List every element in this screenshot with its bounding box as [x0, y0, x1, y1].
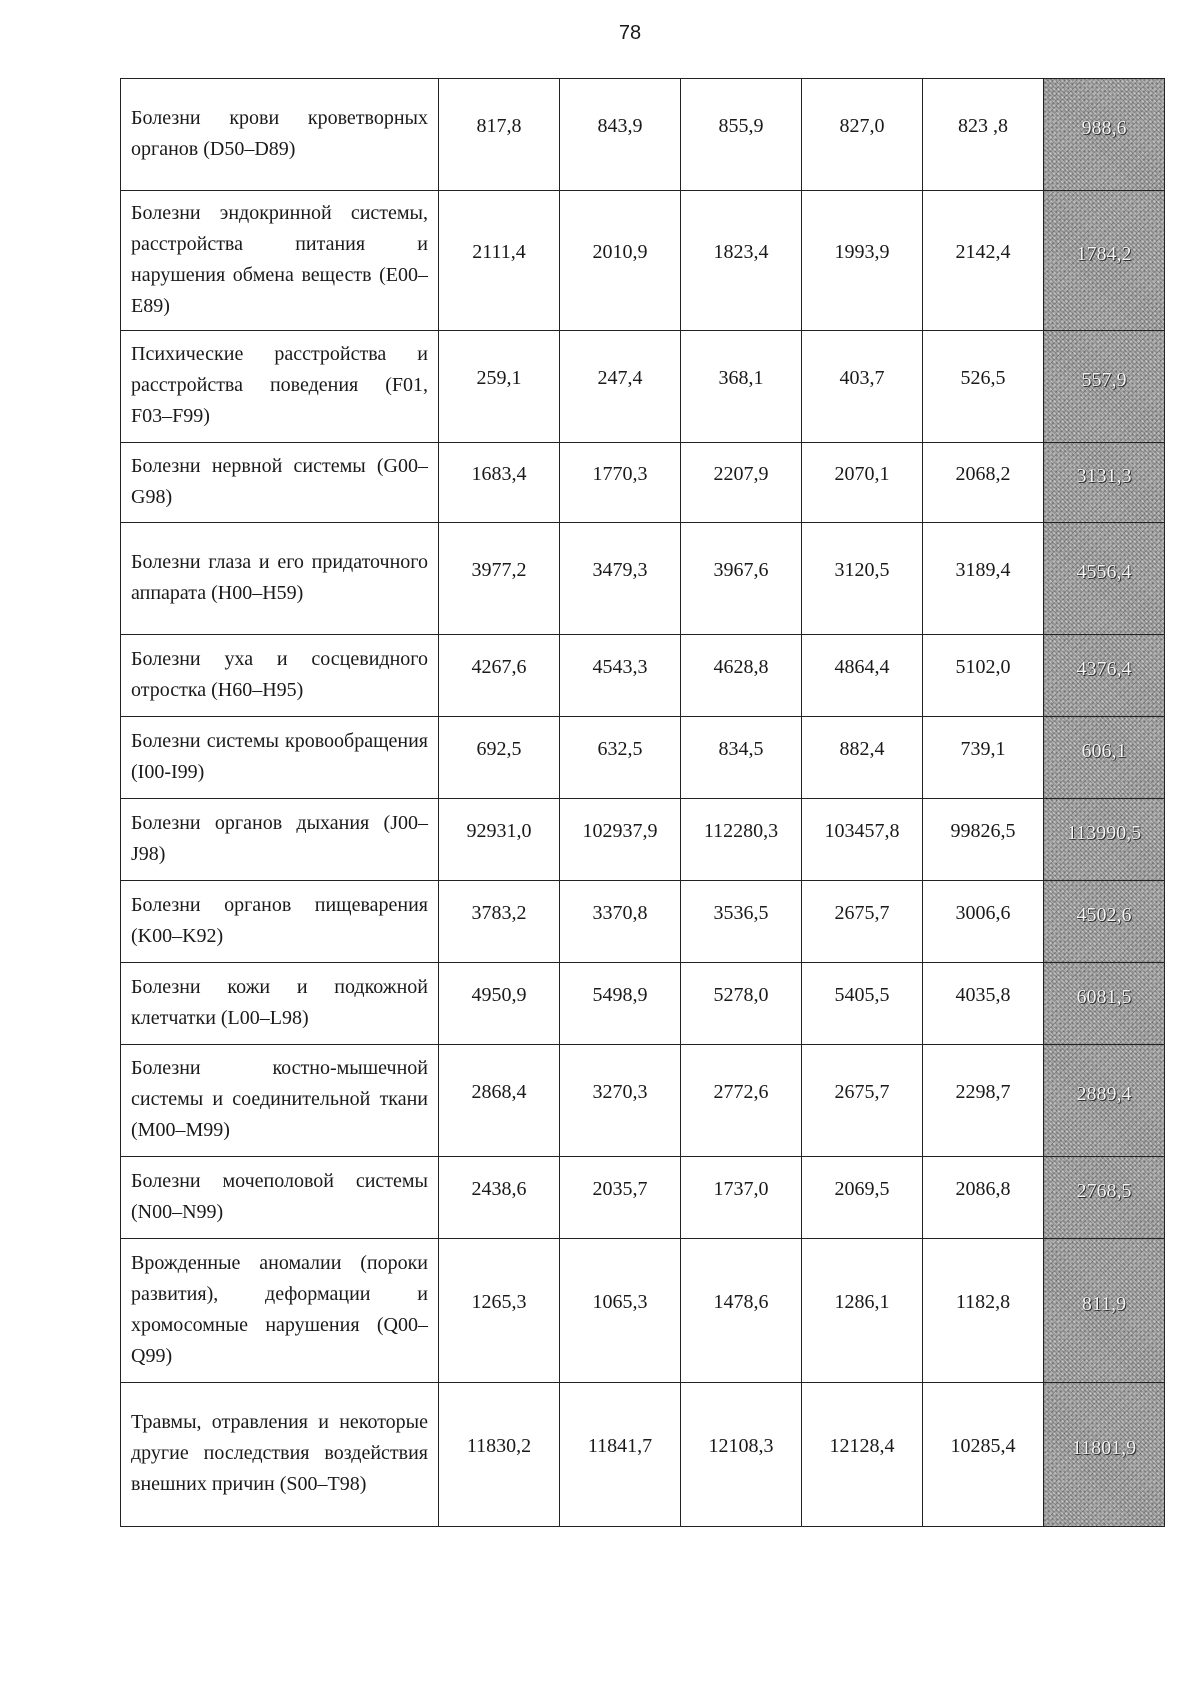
value-cell	[802, 1239, 923, 1383]
value-text: 2298,7	[955, 1081, 1011, 1103]
value-cell	[802, 635, 923, 717]
value-text: 1265,3	[471, 1291, 527, 1313]
value-text: 2772,6	[713, 1081, 769, 1103]
value-cell	[439, 635, 560, 717]
shaded-value-text: 4376,4	[1076, 658, 1132, 680]
value-cell	[802, 443, 923, 523]
shaded-value-cell	[1044, 331, 1165, 443]
value-cell	[439, 717, 560, 799]
shaded-value-cell	[1044, 443, 1165, 523]
value-cell	[802, 963, 923, 1045]
value-cell	[923, 881, 1044, 963]
value-cell	[681, 1383, 802, 1527]
value-text: 3189,4	[955, 559, 1011, 581]
value-cell	[802, 1383, 923, 1527]
value-cell	[560, 717, 681, 799]
value-cell	[560, 1239, 681, 1383]
value-cell	[923, 79, 1044, 191]
disease-class-label: Болезни органов пищеварения (K00–K92)	[121, 881, 439, 963]
table-body	[121, 79, 1165, 1527]
value-text: 112280,3	[703, 820, 779, 842]
value-text: 2086,8	[955, 1178, 1011, 1200]
value-cell	[560, 963, 681, 1045]
value-text: 4864,4	[834, 656, 890, 678]
shaded-value-text: 1784,2	[1076, 243, 1132, 265]
value-text: 632,5	[597, 738, 643, 760]
value-cell	[439, 1045, 560, 1157]
shaded-value-text: 113990,5	[1066, 822, 1142, 844]
value-cell	[439, 523, 560, 635]
value-text: 403,7	[839, 367, 885, 389]
value-cell	[923, 963, 1044, 1045]
value-text: 5102,0	[955, 656, 1011, 678]
value-cell	[560, 635, 681, 717]
shaded-value-cell	[1044, 79, 1165, 191]
value-text: 2142,4	[955, 241, 1011, 263]
shaded-value-cell	[1044, 1045, 1165, 1157]
value-cell	[560, 191, 681, 331]
value-cell	[923, 331, 1044, 443]
value-cell	[439, 799, 560, 881]
shaded-value-cell	[1044, 1157, 1165, 1239]
value-text: 3120,5	[834, 559, 890, 581]
value-cell	[802, 881, 923, 963]
value-text: 12128,4	[829, 1435, 895, 1457]
value-text: 3967,6	[713, 559, 769, 581]
value-text: 2675,7	[834, 1081, 890, 1103]
value-cell	[560, 1383, 681, 1527]
morbidity-table	[120, 78, 1165, 1527]
value-text: 5498,9	[592, 984, 648, 1006]
value-cell	[923, 443, 1044, 523]
value-cell	[923, 1157, 1044, 1239]
shaded-value-text: 2768,5	[1076, 1180, 1132, 1202]
value-text: 692,5	[476, 738, 522, 760]
value-text: 823 ,8	[958, 115, 1008, 137]
disease-class-label: Психические расстройства и расстройства поведения (F01, F03–F99)	[121, 331, 439, 443]
table-row	[121, 1239, 1165, 1383]
table-row	[121, 331, 1165, 443]
table-row	[121, 799, 1165, 881]
value-cell	[681, 799, 802, 881]
value-cell	[923, 717, 1044, 799]
shaded-value-cell	[1044, 1239, 1165, 1383]
table-row	[121, 443, 1165, 523]
value-text: 834,5	[718, 738, 764, 760]
value-text: 5278,0	[713, 984, 769, 1006]
shaded-value-text: 11801,9	[1071, 1437, 1137, 1459]
value-text: 2010,9	[592, 241, 648, 263]
value-cell	[560, 1157, 681, 1239]
value-text: 855,9	[718, 115, 764, 137]
value-cell	[802, 1045, 923, 1157]
value-text: 102937,9	[582, 820, 658, 842]
value-cell	[681, 635, 802, 717]
value-cell	[439, 79, 560, 191]
value-text: 2111,4	[472, 241, 526, 263]
value-text: 11830,2	[466, 1435, 532, 1457]
value-cell	[802, 191, 923, 331]
value-cell	[681, 523, 802, 635]
disease-class-label: Болезни кожи и подкожной клетчатки (L00–L98)	[121, 963, 439, 1045]
table-row	[121, 717, 1165, 799]
value-text: 10285,4	[950, 1435, 1016, 1457]
value-text: 1286,1	[834, 1291, 890, 1313]
value-text: 2035,7	[592, 1178, 648, 1200]
value-text: 817,8	[476, 115, 522, 137]
value-text: 4543,3	[592, 656, 648, 678]
value-cell	[802, 331, 923, 443]
value-cell	[560, 523, 681, 635]
value-text: 2868,4	[471, 1081, 527, 1103]
value-cell	[439, 331, 560, 443]
value-text: 99826,5	[950, 820, 1016, 842]
value-cell	[681, 717, 802, 799]
shaded-value-text: 2889,4	[1076, 1083, 1132, 1105]
value-text: 2068,2	[955, 463, 1011, 485]
value-text: 3479,3	[592, 559, 648, 581]
value-text: 247,4	[597, 367, 643, 389]
value-cell	[681, 1045, 802, 1157]
value-cell	[923, 1383, 1044, 1527]
value-text: 1993,9	[834, 241, 890, 263]
value-cell	[439, 1157, 560, 1239]
disease-class-label: Болезни эндокринной системы, расстройства питания и нарушения обмена веществ (E00–E89)	[121, 191, 439, 331]
shaded-value-text: 4556,4	[1076, 561, 1132, 583]
shaded-value-cell	[1044, 1383, 1165, 1527]
value-text: 2438,6	[471, 1178, 527, 1200]
shaded-value-cell	[1044, 717, 1165, 799]
value-text: 2070,1	[834, 463, 890, 485]
table-row	[121, 1383, 1165, 1527]
value-cell	[560, 799, 681, 881]
value-text: 2207,9	[713, 463, 769, 485]
value-text: 3370,8	[592, 902, 648, 924]
value-text: 4628,8	[713, 656, 769, 678]
disease-class-label: Болезни глаза и его придаточного аппарата (H00–H59)	[121, 523, 439, 635]
value-cell	[681, 881, 802, 963]
disease-class-label: Болезни органов дыхания (J00–J98)	[121, 799, 439, 881]
value-text: 4267,6	[471, 656, 527, 678]
value-text: 843,9	[597, 115, 643, 137]
table-row	[121, 963, 1165, 1045]
value-text: 827,0	[839, 115, 885, 137]
value-cell	[923, 799, 1044, 881]
value-cell	[439, 963, 560, 1045]
value-text: 882,4	[839, 738, 885, 760]
value-text: 3006,6	[955, 902, 1011, 924]
value-text: 12108,3	[708, 1435, 774, 1457]
value-cell	[681, 443, 802, 523]
value-text: 1823,4	[713, 241, 769, 263]
table-row	[121, 79, 1165, 191]
value-cell	[923, 523, 1044, 635]
disease-class-label: Болезни уха и сосцевидного отростка (H60–H95)	[121, 635, 439, 717]
value-text: 2675,7	[834, 902, 890, 924]
value-cell	[560, 881, 681, 963]
value-text: 368,1	[718, 367, 764, 389]
table-row	[121, 1045, 1165, 1157]
value-text: 5405,5	[834, 984, 890, 1006]
value-cell	[923, 1045, 1044, 1157]
value-text: 4035,8	[955, 984, 1011, 1006]
value-cell	[681, 1239, 802, 1383]
value-cell	[802, 799, 923, 881]
value-text: 1182,8	[955, 1291, 1011, 1313]
shaded-value-text: 988,6	[1081, 117, 1127, 139]
shaded-value-cell	[1044, 963, 1165, 1045]
shaded-value-cell	[1044, 523, 1165, 635]
value-text: 3783,2	[471, 902, 527, 924]
shaded-value-text: 3131,3	[1076, 465, 1132, 487]
table-row	[121, 881, 1165, 963]
value-cell	[560, 1045, 681, 1157]
shaded-value-cell	[1044, 191, 1165, 331]
value-cell	[439, 443, 560, 523]
value-cell	[681, 1157, 802, 1239]
shaded-value-cell	[1044, 635, 1165, 717]
page-number: 78	[618, 22, 642, 44]
value-cell	[802, 717, 923, 799]
value-cell	[681, 79, 802, 191]
table-row	[121, 191, 1165, 331]
value-cell	[802, 79, 923, 191]
value-text: 4950,9	[471, 984, 527, 1006]
shaded-value-text: 4502,6	[1076, 904, 1132, 926]
shaded-value-cell	[1044, 881, 1165, 963]
value-cell	[560, 331, 681, 443]
value-text: 103457,8	[824, 820, 900, 842]
value-cell	[681, 331, 802, 443]
disease-class-label: Болезни мочеполовой системы (N00–N99)	[121, 1157, 439, 1239]
disease-class-label: Болезни крови кроветворных органов (D50–D89)	[121, 79, 439, 191]
value-text: 739,1	[960, 738, 1006, 760]
value-cell	[923, 191, 1044, 331]
value-text: 3536,5	[713, 902, 769, 924]
shaded-value-cell	[1044, 799, 1165, 881]
value-text: 3977,2	[471, 559, 527, 581]
value-cell	[802, 1157, 923, 1239]
disease-class-label: Врожденные аномалии (пороки развития), деформации и хромосомные нарушения (Q00–Q99)	[121, 1239, 439, 1383]
value-text: 92931,0	[466, 820, 532, 842]
value-text: 526,5	[960, 367, 1006, 389]
table-row	[121, 1157, 1165, 1239]
value-cell	[681, 191, 802, 331]
disease-class-label: Болезни системы кровообращения (I00-I99)	[121, 717, 439, 799]
value-text: 1683,4	[471, 463, 527, 485]
value-cell	[923, 635, 1044, 717]
table-row	[121, 635, 1165, 717]
value-text: 11841,7	[587, 1435, 653, 1457]
value-cell	[439, 191, 560, 331]
value-cell	[439, 1383, 560, 1527]
table-row	[121, 523, 1165, 635]
disease-class-label: Болезни нервной системы (G00–G98)	[121, 443, 439, 523]
value-cell	[439, 1239, 560, 1383]
shaded-value-text: 557,9	[1081, 369, 1127, 391]
value-cell	[560, 79, 681, 191]
value-cell	[923, 1239, 1044, 1383]
value-text: 1737,0	[713, 1178, 769, 1200]
disease-class-label: Болезни костно-мышечной системы и соединительной ткани (M00–M99)	[121, 1045, 439, 1157]
value-cell	[439, 881, 560, 963]
value-text: 2069,5	[834, 1178, 890, 1200]
value-cell	[560, 443, 681, 523]
value-text: 3270,3	[592, 1081, 648, 1103]
value-cell	[681, 963, 802, 1045]
shaded-value-text: 606,1	[1081, 740, 1127, 762]
disease-class-label: Травмы, отравления и некоторые другие последствия воздействия внешних причин (S00–T98)	[121, 1383, 439, 1527]
value-text: 1065,3	[592, 1291, 648, 1313]
value-cell	[802, 523, 923, 635]
shaded-value-text: 6081,5	[1076, 986, 1132, 1008]
value-text: 1478,6	[713, 1291, 769, 1313]
shaded-value-text: 811,9	[1081, 1293, 1127, 1315]
value-text: 1770,3	[592, 463, 648, 485]
value-text: 259,1	[476, 367, 522, 389]
